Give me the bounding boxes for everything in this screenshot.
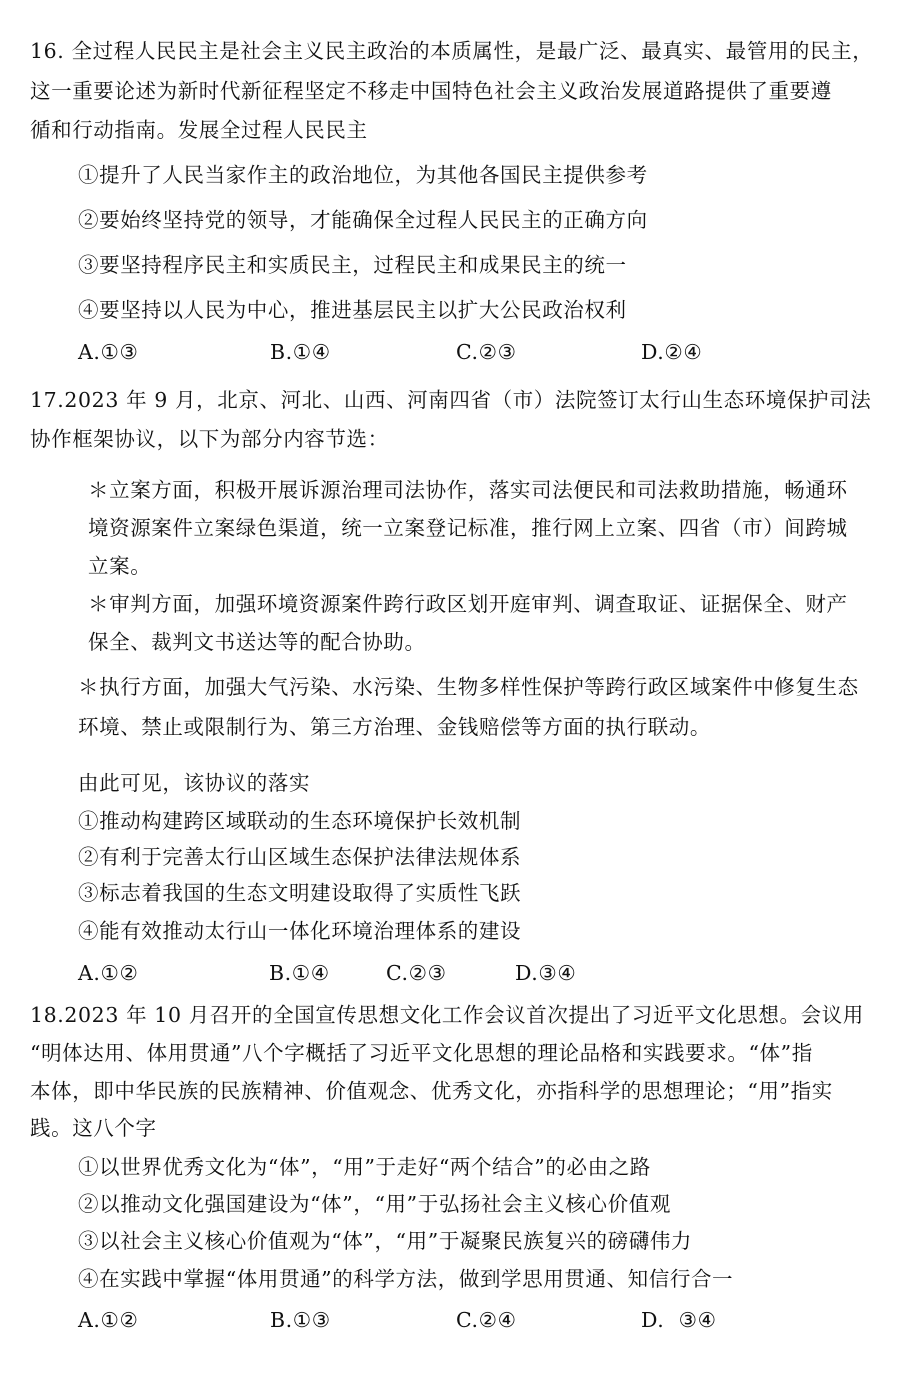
answer-choice-c: C.②④ xyxy=(456,1308,517,1332)
excerpt-filing-line-3: 立案。 xyxy=(88,554,152,578)
answer-choice-a: A.①② xyxy=(78,1308,139,1332)
question-18-stem-line-4: 践。这八个字 xyxy=(30,1116,157,1140)
question-18-option-2: ②以推动文化强国建设为“体”，“用”于弘扬社会主义核心价值观 xyxy=(78,1192,671,1216)
question-17-option-3: ③标志着我国的生态文明建设取得了实质性飞跃 xyxy=(78,881,522,905)
excerpt-execution-line-2: 环境、禁止或限制行为、第三方治理、金钱赔偿等方面的执行联动。 xyxy=(78,715,711,739)
question-16-option-1: ①提升了人民当家作主的政治地位，为其他各国民主提供参考 xyxy=(78,163,648,187)
answer-choice-a: A.①③ xyxy=(78,340,139,364)
question-16-option-4: ④要坚持以人民为中心，推进基层民主以扩大公民政治权利 xyxy=(78,298,627,322)
question-18-stem-line-3: 本体，即中华民族的民族精神、价值观念、优秀文化，亦指科学的思想理论；“用”指实 xyxy=(30,1079,833,1103)
excerpt-execution-line-1: ＊执行方面，加强大气污染、水污染、生物多样性保护等跨行政区域案件中修复生态 xyxy=(78,675,859,699)
question-16-answer-row xyxy=(78,340,878,366)
question-17-lead: 由此可见，该协议的落实 xyxy=(78,771,311,795)
question-18-answer-row xyxy=(78,1308,878,1334)
question-17-answer-row xyxy=(78,961,878,987)
answer-choice-c: C.②③ xyxy=(386,961,447,985)
answer-choice-a: A.①② xyxy=(78,961,139,985)
question-17-stem-line-2: 协作框架协议，以下为部分内容节选： xyxy=(30,427,389,451)
answer-choice-b: B.①④ xyxy=(269,961,330,985)
question-17-option-2: ②有利于完善太行山区域生态保护法律法规体系 xyxy=(78,845,522,869)
answer-choice-d: D.②④ xyxy=(641,340,703,364)
answer-choice-b: B.①④ xyxy=(270,340,331,364)
question-16-stem-line-2: 这一重要论述为新时代新征程坚定不移走中国特色社会主义政治发展道路提供了重要遵 xyxy=(30,79,832,103)
question-18-option-1: ①以世界优秀文化为“体”，“用”于走好“两个结合”的必由之路 xyxy=(78,1155,651,1179)
question-16-option-2: ②要始终坚持党的领导，才能确保全过程人民民主的正确方向 xyxy=(78,208,648,232)
answer-choice-d: D. ③④ xyxy=(641,1308,717,1332)
answer-choice-d: D.③④ xyxy=(515,961,577,985)
excerpt-trial-line-2: 保全、裁判文书送达等的配合协助。 xyxy=(88,630,426,654)
question-18-stem-line-2: “明体达用、体用贯通”八个字概括了习近平文化思想的理论品格和实践要求。“体”指 xyxy=(30,1041,813,1065)
question-16-stem-line-3: 循和行动指南。发展全过程人民民主 xyxy=(30,118,368,142)
answer-choice-b: B.①③ xyxy=(270,1308,331,1332)
question-17-stem-line-1: 17.2023 年 9 月，北京、河北、山西、河南四省（市）法院签订太行山生态环境保护司法 xyxy=(30,388,872,412)
question-17-option-1: ①推动构建跨区域联动的生态环境保护长效机制 xyxy=(78,809,522,833)
question-17-option-4: ④能有效推动太行山一体化环境治理体系的建设 xyxy=(78,919,522,943)
answer-choice-c: C.②③ xyxy=(456,340,517,364)
question-16-option-3: ③要坚持程序民主和实质民主，过程民主和成果民主的统一 xyxy=(78,253,627,277)
question-16-stem-line-1: 16. 全过程人民民主是社会主义民主政治的本质属性，是最广泛、最真实、最管用的民主， xyxy=(30,39,874,63)
question-18-option-4: ④在实践中掌握“体用贯通”的科学方法，做到学思用贯通、知信行合一 xyxy=(78,1267,734,1291)
excerpt-filing-line-2: 境资源案件立案绿色渠道，统一立案登记标准，推行网上立案、四省（市）间跨城 xyxy=(88,516,848,540)
question-18-stem-line-1: 18.2023 年 10 月召开的全国宣传思想文化工作会议首次提出了习近平文化思想。会议用 xyxy=(30,1003,864,1027)
question-18-option-3: ③以社会主义核心价值观为“体”，“用”于凝聚民族复兴的磅礴伟力 xyxy=(78,1229,693,1253)
excerpt-trial-line-1: ＊审判方面，加强环境资源案件跨行政区划开庭审判、调查取证、证据保全、财产 xyxy=(88,592,848,616)
excerpt-filing-line-1: ＊立案方面，积极开展诉源治理司法协作，落实司法便民和司法救助措施，畅通环 xyxy=(88,478,848,502)
